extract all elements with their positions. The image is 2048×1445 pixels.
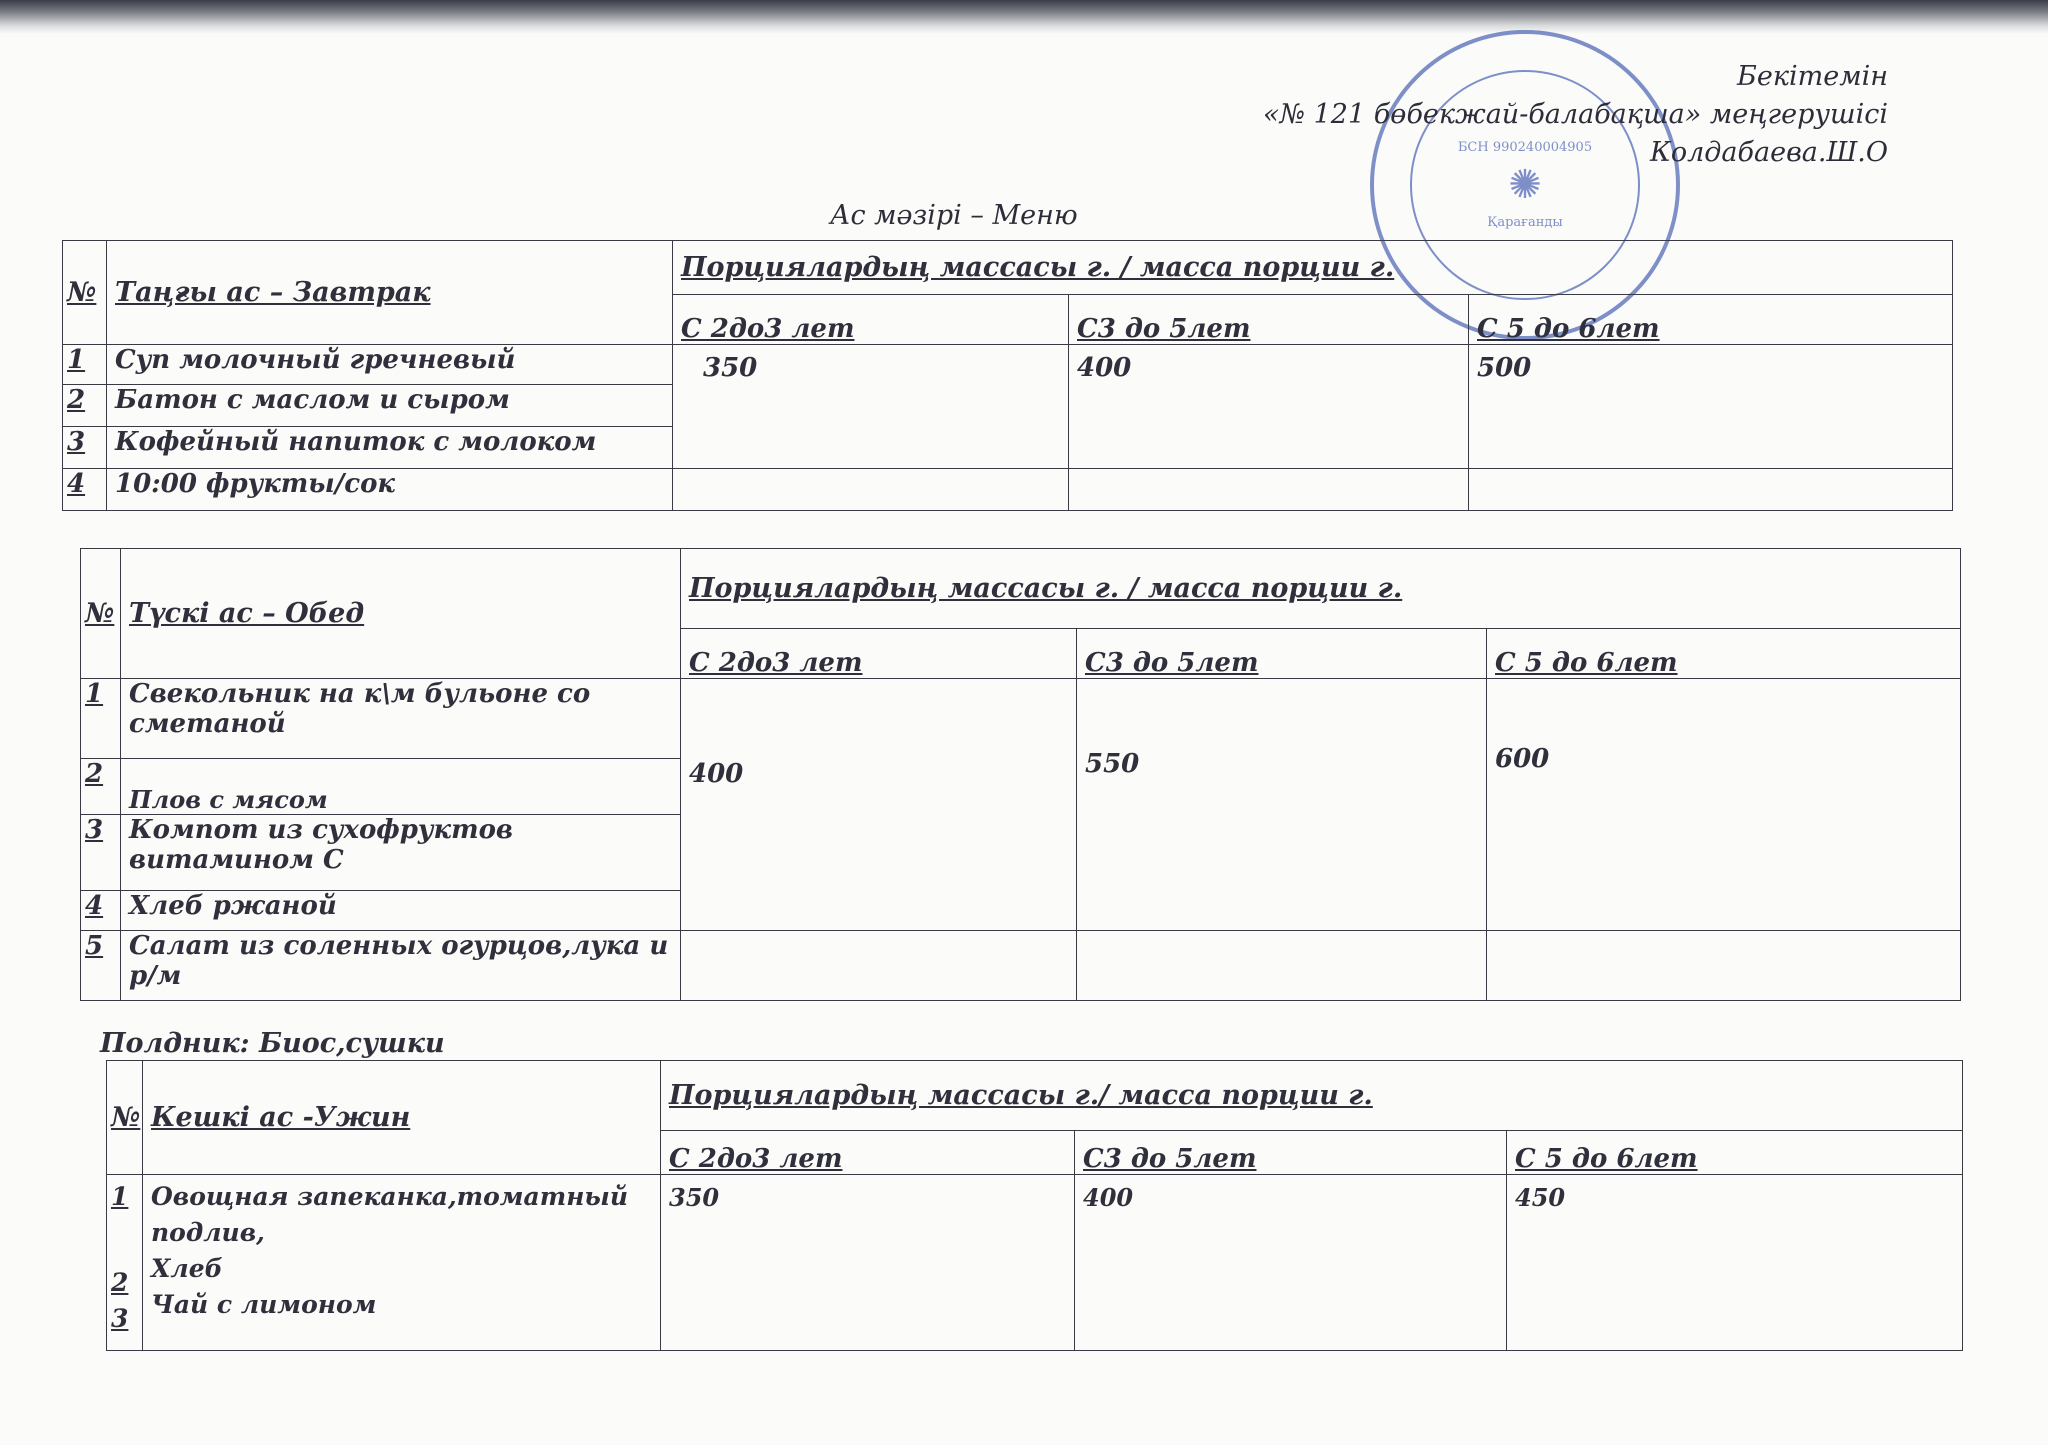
afternoon-snack: Полдник: Биос,сушки (100, 1028, 445, 1059)
breakfast-item-name: Суп молочный гречневый (107, 345, 673, 385)
dinner-item-nums (107, 1175, 143, 1351)
breakfast-item-name: Батон с маслом и сыром (107, 385, 673, 427)
breakfast-title: Таңғы ас – Завтрак (107, 241, 673, 345)
lunch-title: Түскі ас – Обед (121, 549, 681, 679)
dinner-item-name: Чай с лимоном (151, 1290, 377, 1319)
dinner-item-name: Овощная запеканка,томатный подлив, (151, 1182, 629, 1247)
dinner-age-2: С3 до 5лет (1075, 1131, 1507, 1175)
dinner-title: Кешкі ас -Ужин (143, 1061, 661, 1175)
approval-line-3: Колдабаева.Ш.О (1649, 137, 1888, 168)
dinner-item-name: Хлеб (151, 1254, 223, 1283)
lunch-empty-cell (1077, 931, 1487, 1001)
approval-block (1263, 58, 1888, 172)
lunch-item-num: 5 (81, 931, 121, 1001)
breakfast-item-num: 4 (63, 469, 107, 511)
dinner-value-3: 450 (1507, 1175, 1963, 1351)
dinner-item-num: 1 (111, 1182, 129, 1211)
lunch-item-name: Плов с мясом (121, 759, 681, 815)
lunch-table (80, 548, 1961, 1001)
dinner-table (106, 1060, 1963, 1351)
breakfast-empty-cell (1469, 469, 1953, 511)
breakfast-empty-cell (673, 469, 1069, 511)
breakfast-no-header: № (63, 241, 107, 345)
breakfast-age-1: С 2до3 лет (673, 295, 1069, 345)
breakfast-empty-cell (1069, 469, 1469, 511)
breakfast-item-name: 10:00 фрукты/сок (107, 469, 673, 511)
dinner-items (143, 1175, 661, 1351)
lunch-item-num: 4 (81, 891, 121, 931)
lunch-mass-header: Порциялардың массасы г. / масса порции г. (681, 549, 1961, 629)
approval-line-1: Бекітемін (1737, 61, 1888, 92)
breakfast-mass-header: Порциялардың массасы г. / масса порции г. (673, 241, 1953, 295)
breakfast-age-2: С3 до 5лет (1069, 295, 1469, 345)
breakfast-item-num: 2 (63, 385, 107, 427)
lunch-value-1: 400 (681, 679, 1077, 931)
photo-top-shadow (0, 0, 2048, 34)
lunch-empty-cell (1487, 931, 1961, 1001)
dinner-item-num: 2 (111, 1268, 129, 1297)
lunch-age-1: С 2до3 лет (681, 629, 1077, 679)
breakfast-item-num: 1 (63, 345, 107, 385)
dinner-no-header: № (107, 1061, 143, 1175)
dinner-mass-header: Порциялардың массасы г./ масса порции г. (661, 1061, 1963, 1131)
lunch-item-name: Компот из сухофруктов витамином С (121, 815, 681, 891)
breakfast-age-3: С 5 до 6лет (1469, 295, 1953, 345)
breakfast-item-name: Кофейный напиток с молоком (107, 427, 673, 469)
dinner-value-2: 400 (1075, 1175, 1507, 1351)
breakfast-value-3: 500 (1469, 345, 1953, 469)
seal-city: Қарағанды (1487, 215, 1563, 230)
breakfast-item-num: 3 (63, 427, 107, 469)
lunch-empty-cell (681, 931, 1077, 1001)
lunch-item-name: Салат из соленных огурцов,лука и р/м (121, 931, 681, 1001)
breakfast-value-2: 400 (1069, 345, 1469, 469)
dinner-age-1: С 2до3 лет (661, 1131, 1075, 1175)
lunch-item-name: Свекольник на к\м бульоне со сметаной (121, 679, 681, 759)
lunch-age-2: С3 до 5лет (1077, 629, 1487, 679)
seal-bin: БСН 990240004905 (1457, 140, 1593, 155)
lunch-item-name: Хлеб ржаной (121, 891, 681, 931)
lunch-item-num: 1 (81, 679, 121, 759)
dinner-value-1: 350 (661, 1175, 1075, 1351)
lunch-item-num: 3 (81, 815, 121, 891)
lunch-age-3: С 5 до 6лет (1487, 629, 1961, 679)
emblem-icon: ✺ (1508, 162, 1542, 208)
lunch-no-header: № (81, 549, 121, 679)
approval-line-2: «№ 121 бөбекжай-балабақша» меңгерушісі (1262, 99, 1888, 130)
breakfast-value-1: 350 (673, 345, 1069, 469)
breakfast-table (62, 240, 1953, 511)
lunch-value-3: 600 (1487, 679, 1961, 931)
dinner-item-num: 3 (111, 1304, 129, 1333)
lunch-value-2: 550 (1077, 679, 1487, 931)
dinner-age-3: С 5 до 6лет (1507, 1131, 1963, 1175)
menu-title: Ас мәзірі – Меню (830, 200, 1078, 231)
lunch-item-num: 2 (81, 759, 121, 815)
